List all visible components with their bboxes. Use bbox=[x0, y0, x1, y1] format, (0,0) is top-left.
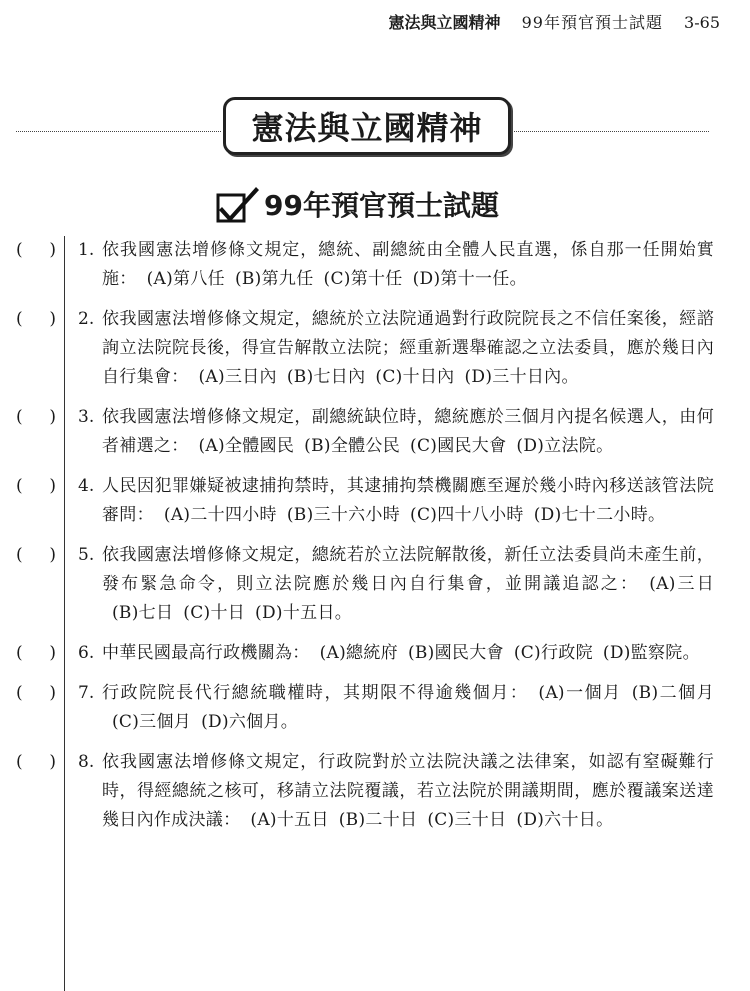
paren-close: ) bbox=[49, 752, 56, 772]
paren-open: ( bbox=[16, 752, 23, 772]
answer-option: (A)全體國民 bbox=[198, 436, 295, 456]
question-list bbox=[0, 236, 750, 846]
answer-option: (C)十日 bbox=[183, 603, 246, 623]
answer-option: (C)國民大會 bbox=[410, 436, 507, 456]
chapter-title: 憲法與立國精神 bbox=[251, 109, 483, 147]
answer-option: (B)二十日 bbox=[338, 810, 418, 830]
checkbox-check-icon bbox=[216, 183, 260, 225]
question-text: 依我國憲法增修條文規定，行政院對於立法院決議之法律案，如認有窒礙難行時，得經總統之核可，移請立法院覆議，若立法院於開議期間，應於覆議案送達幾日內作成決議： bbox=[102, 752, 714, 830]
answer-options bbox=[189, 367, 579, 387]
answer-blank[interactable] bbox=[16, 541, 56, 570]
answer-options bbox=[137, 269, 527, 289]
paren-close: ) bbox=[49, 407, 56, 427]
answer-options bbox=[154, 505, 665, 525]
answer-blank[interactable] bbox=[16, 403, 56, 432]
paren-close: ) bbox=[49, 545, 56, 565]
question-number: 6. bbox=[78, 643, 95, 663]
chapter-title-box bbox=[223, 97, 511, 155]
paren-open: ( bbox=[16, 643, 23, 663]
answer-option: (D)六個月。 bbox=[201, 712, 299, 732]
answer-option: (A)總統府 bbox=[319, 643, 398, 663]
answer-option: (D)三十日內。 bbox=[464, 367, 579, 387]
question-body bbox=[102, 236, 714, 294]
answer-option: (B)七日 bbox=[112, 603, 174, 623]
question-item bbox=[0, 679, 750, 737]
question-body bbox=[102, 639, 714, 668]
answer-option: (C)三個月 bbox=[112, 712, 192, 732]
answer-option: (C)第十任 bbox=[323, 269, 403, 289]
question-item bbox=[0, 236, 750, 294]
question-item bbox=[0, 541, 750, 628]
paren-open: ( bbox=[16, 683, 23, 703]
paren-close: ) bbox=[49, 309, 56, 329]
answer-options bbox=[310, 643, 700, 663]
answer-option: (C)行政院 bbox=[513, 643, 593, 663]
dotted-rule-right bbox=[507, 131, 709, 132]
paren-open: ( bbox=[16, 240, 23, 260]
question-text: 行政院院長代行總統職權時，其期限不得逾幾個月： bbox=[102, 683, 529, 703]
answer-options bbox=[240, 810, 613, 830]
answer-option: (D)立法院。 bbox=[516, 436, 614, 456]
question-item bbox=[0, 305, 750, 392]
question-body bbox=[102, 748, 714, 835]
question-text: 中華民國最高行政機關為： bbox=[102, 643, 310, 663]
question-item bbox=[0, 472, 750, 530]
header-exam: 99年預官預士試題 bbox=[521, 13, 663, 32]
question-text: 依我國憲法增修條文規定，總統若於立法院解散後，新任立法委員尚未產生前，發布緊急命令，則立法院應於幾日內自行集會，並開議追認之： bbox=[102, 545, 714, 594]
answer-blank[interactable] bbox=[16, 748, 56, 777]
answer-options bbox=[189, 436, 614, 456]
answer-option: (B)全體公民 bbox=[304, 436, 401, 456]
question-text: 依我國憲法增修條文規定，副總統缺位時，總統應於三個月內提名候選人，由何者補選之： bbox=[102, 407, 714, 456]
answer-option: (A)三日內 bbox=[198, 367, 277, 387]
section-title: 99年預官預士試題 bbox=[264, 189, 499, 222]
question-text: 人民因犯罪嫌疑被逮捕拘禁時，其逮捕拘禁機關應至遲於幾小時內移送該管法院審問： bbox=[102, 476, 714, 525]
header-chapter: 憲法與立國精神 bbox=[388, 13, 501, 32]
question-item bbox=[0, 639, 750, 668]
answer-option: (A)三日 bbox=[649, 574, 714, 594]
paren-close: ) bbox=[49, 643, 56, 663]
answer-option: (A)第八任 bbox=[146, 269, 225, 289]
answer-option: (C)四十八小時 bbox=[410, 505, 524, 525]
question-number: 2. bbox=[78, 309, 95, 329]
page-number: 3-65 bbox=[684, 13, 720, 32]
question-body bbox=[102, 541, 714, 628]
answer-option: (A)二十四小時 bbox=[163, 505, 277, 525]
answer-option: (A)一個月 bbox=[538, 683, 622, 703]
question-number: 1. bbox=[78, 240, 95, 260]
answer-option: (D)十五日。 bbox=[255, 603, 353, 623]
answer-option: (B)國民大會 bbox=[407, 643, 504, 663]
paren-open: ( bbox=[16, 545, 23, 565]
running-header bbox=[388, 10, 720, 33]
answer-option: (D)七十二小時。 bbox=[533, 505, 666, 525]
answer-option: (B)七日內 bbox=[286, 367, 366, 387]
answer-option: (D)六十日。 bbox=[516, 810, 614, 830]
answer-option: (A)十五日 bbox=[250, 810, 329, 830]
paren-open: ( bbox=[16, 407, 23, 427]
question-body bbox=[102, 403, 714, 461]
answer-blank[interactable] bbox=[16, 472, 56, 501]
question-number: 3. bbox=[78, 407, 95, 427]
dotted-rule-left bbox=[16, 131, 221, 132]
question-body bbox=[102, 305, 714, 392]
answer-blank[interactable] bbox=[16, 236, 56, 265]
answer-option: (B)三十六小時 bbox=[286, 505, 401, 525]
question-number: 4. bbox=[78, 476, 95, 496]
paren-close: ) bbox=[49, 476, 56, 496]
answer-blank[interactable] bbox=[16, 639, 56, 668]
paren-open: ( bbox=[16, 476, 23, 496]
answer-option: (B)第九任 bbox=[234, 269, 314, 289]
question-item bbox=[0, 748, 750, 835]
question-number: 5. bbox=[78, 545, 95, 565]
paren-close: ) bbox=[49, 683, 56, 703]
section-heading bbox=[216, 183, 499, 225]
question-body bbox=[102, 472, 714, 530]
answer-blank[interactable] bbox=[16, 679, 56, 708]
answer-option: (D)監察院。 bbox=[602, 643, 700, 663]
answer-option: (C)十日內 bbox=[375, 367, 455, 387]
answer-option: (C)三十日 bbox=[427, 810, 507, 830]
question-number: 7. bbox=[78, 683, 95, 703]
question-text: 依我國憲法增修條文規定，總統、副總統由全體人民直選，係自那一任開始實施： bbox=[102, 240, 714, 289]
answer-option: (D)第十一任。 bbox=[412, 269, 527, 289]
question-item bbox=[0, 403, 750, 461]
question-number: 8. bbox=[78, 752, 95, 772]
paren-open: ( bbox=[16, 309, 23, 329]
chapter-banner bbox=[16, 97, 709, 153]
question-text: 依我國憲法增修條文規定，總統於立法院通過對行政院院長之不信任案後，經諮詢立法院院長後，得宣告解散立法院；經重新選舉確認之立法委員，應於幾日內自行集會： bbox=[102, 309, 714, 387]
paren-close: ) bbox=[49, 240, 56, 260]
answer-option: (B)二個月 bbox=[631, 683, 715, 703]
question-body bbox=[102, 679, 714, 737]
answer-blank[interactable] bbox=[16, 305, 56, 334]
